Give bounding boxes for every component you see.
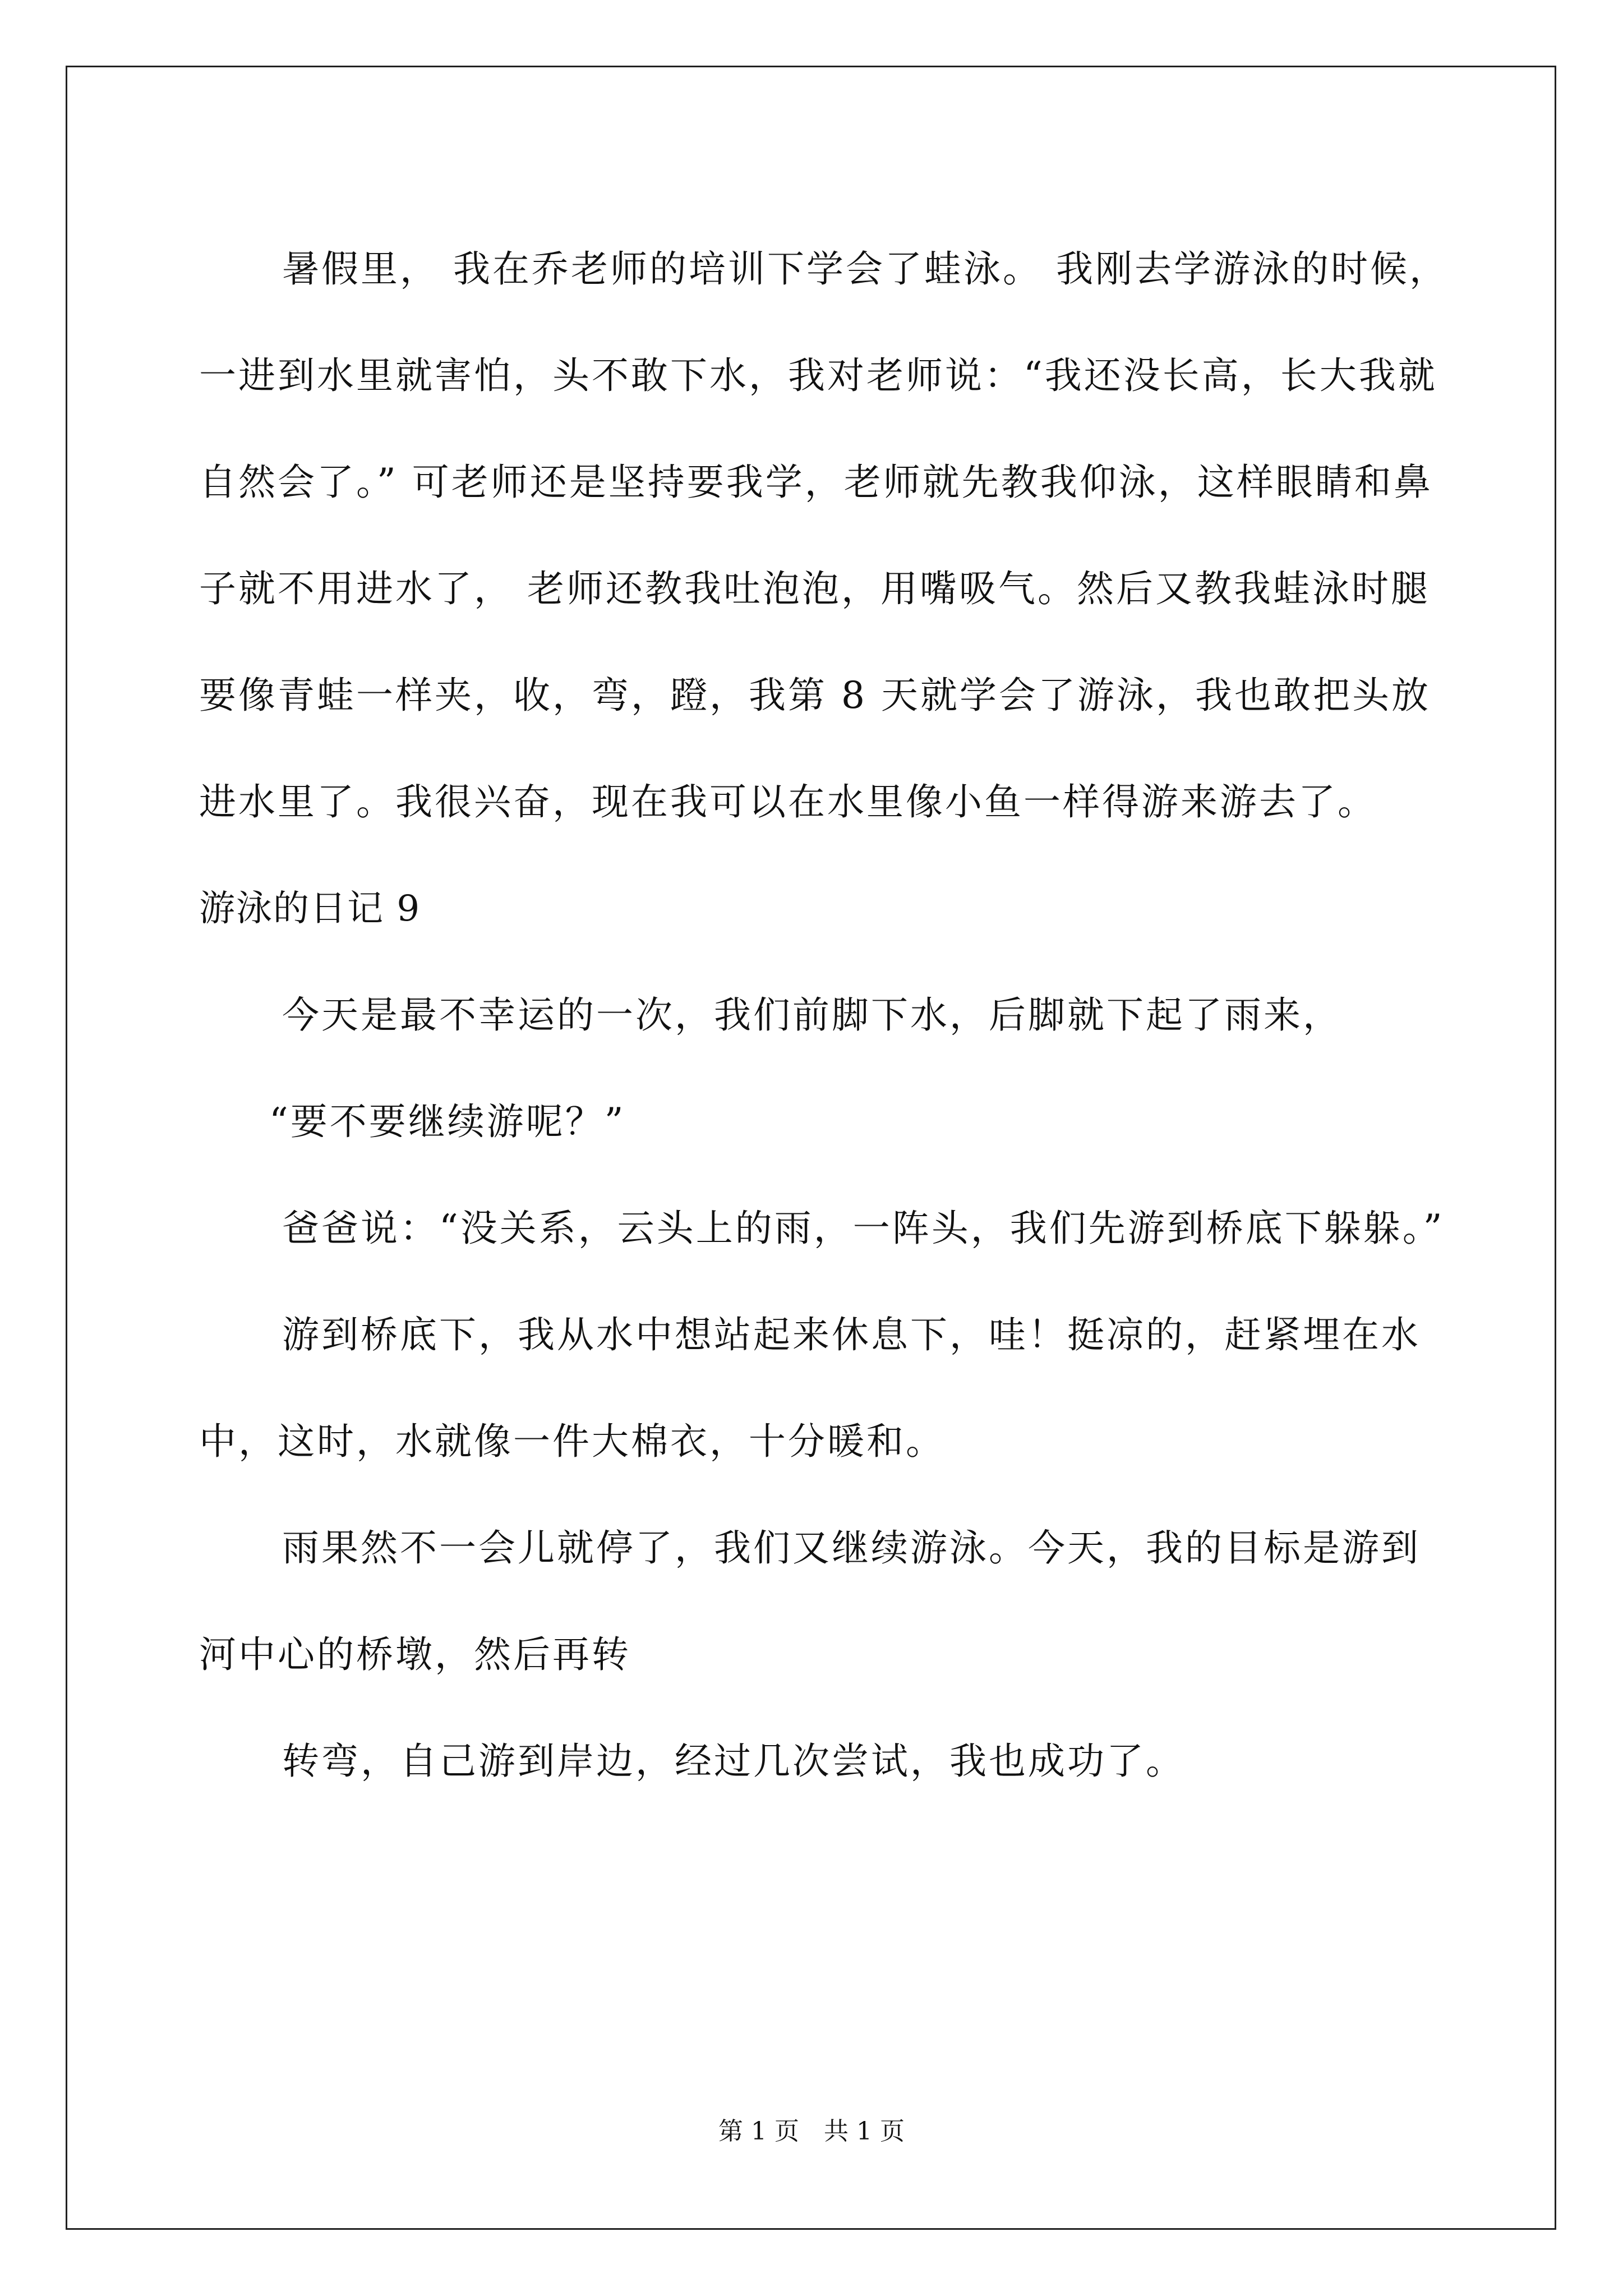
paragraph-success: 转弯，自己游到岸边，经过几次尝试，我也成功了。 <box>282 1740 1185 1783</box>
section-heading: 游泳的日记 9 <box>199 888 421 930</box>
page-footer: 第 1 页 共 1 页 <box>718 2117 905 2146</box>
paragraph-dad-says: 爸爸说：“没关系，云头上的雨，一阵头，我们先游到桥底下躲躲。” <box>282 1207 1445 1250</box>
paragraph-under-bridge: 游到桥底下，我从水中想站起来休息下，哇！挺凉的，赶紧埋在水中，这时，水就像一件大棉衣，十分暖和。 <box>199 1313 1421 1463</box>
paragraph-swimming-lessons: 暑假里， 我在乔老师的培训下学会了蛙泳。 我刚去学游泳的时候，一进到水里就害怕，头不敢下水，我对老师说：“我还没长高，长大我就自然会了。” 可老师还是坚持要我学，老师就先教我仰泳，这样眼睛和鼻子就不用进水了， 老师还教我吐泡泡，用嘴吸气。然后又教我蛙泳时腿要像青蛙一样夹，收，弯，蹬，我第 8 天就学会了游泳，我也敢把头放进水里了。我很兴奋，现在我可以在水里像小鱼一样得游来游去了。 <box>199 247 1449 823</box>
document-body <box>199 216 1450 1815</box>
paragraph-rain-stops: 雨果然不一会儿就停了，我们又继续游泳。今天，我的目标是游到河中心的桥墩，然后再转 <box>199 1526 1421 1676</box>
paragraph-question: “要不要继续游呢？” <box>269 1100 626 1143</box>
paragraph-rain-start: 今天是最不幸运的一次，我们前脚下水，后脚就下起了雨来， <box>282 993 1342 1037</box>
